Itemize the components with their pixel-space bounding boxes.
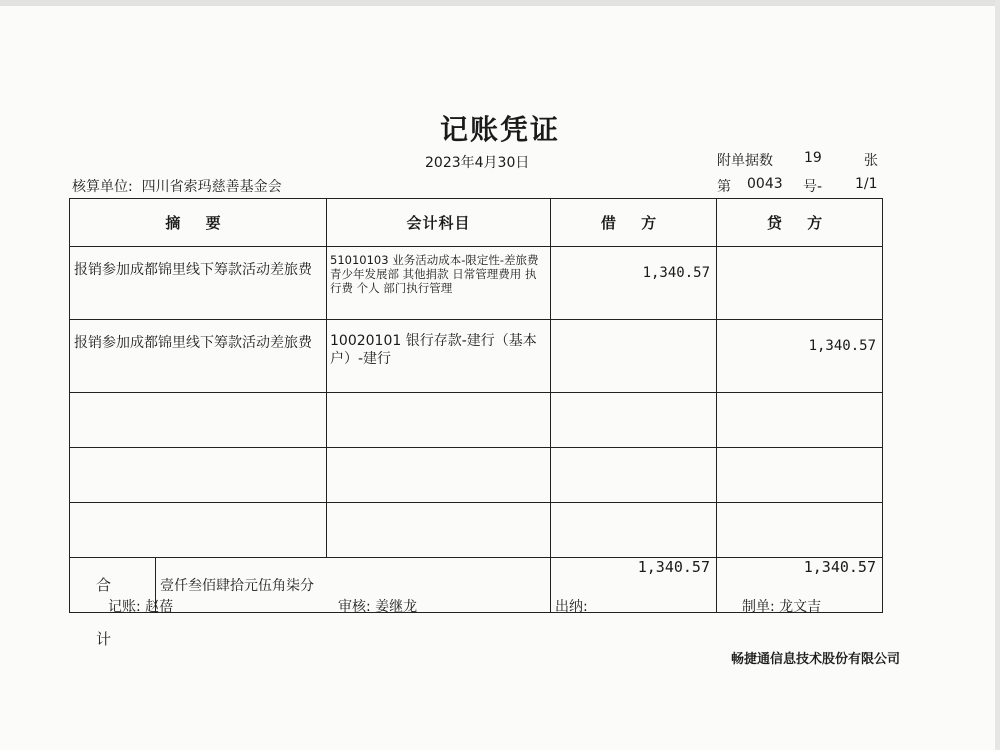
preparer-label: 制单: bbox=[742, 599, 775, 615]
software-company: 畅捷通信息技术股份有限公司 bbox=[731, 652, 901, 667]
scan-edge bbox=[0, 0, 1000, 6]
row-summary bbox=[70, 393, 327, 448]
unit-label: 核算单位: bbox=[72, 179, 133, 195]
total-label: 合 计 bbox=[70, 558, 156, 612]
attachments-unit: 张 bbox=[864, 153, 878, 169]
row-debit: 1,340.57 bbox=[551, 247, 717, 320]
total-debit: 1,340.57 bbox=[551, 558, 717, 613]
reviewer-label: 审核: bbox=[338, 599, 371, 615]
header-debit: 借 方 bbox=[551, 199, 717, 247]
number-prefix: 第 bbox=[717, 179, 731, 195]
row-account bbox=[327, 503, 551, 558]
table-row bbox=[70, 247, 883, 320]
row-account: 10020101 银行存款-建行（基本户）-建行 bbox=[327, 320, 551, 393]
total-amount-words: 壹仟叁佰肆拾元伍角柒分 bbox=[160, 578, 314, 594]
cashier bbox=[555, 596, 592, 616]
table-row bbox=[70, 503, 883, 558]
header-credit: 贷 方 bbox=[717, 199, 883, 247]
row-account bbox=[327, 393, 551, 448]
table-header bbox=[70, 199, 883, 247]
row-credit bbox=[717, 503, 883, 558]
row-debit bbox=[551, 320, 717, 393]
page-number: 1/1 bbox=[855, 176, 878, 192]
reviewer bbox=[338, 596, 417, 616]
accounting-unit bbox=[72, 176, 282, 196]
header-account: 会计科目 bbox=[327, 199, 551, 247]
row-account: 51010103 业务活动成本-限定性-差旅费 青少年发展部 其他捐款 日常管理费用 执行费 个人 部门执行管理 bbox=[327, 247, 551, 320]
table-row bbox=[70, 393, 883, 448]
row-credit bbox=[717, 393, 883, 448]
preparer bbox=[742, 596, 821, 616]
row-summary bbox=[70, 448, 327, 503]
total-credit: 1,340.57 bbox=[717, 558, 883, 613]
attachments-label: 附单据数 bbox=[717, 153, 773, 169]
voucher-table bbox=[69, 198, 883, 648]
unit-name: 四川省索玛慈善基金会 bbox=[141, 179, 282, 195]
voucher-number bbox=[717, 176, 882, 196]
attachments-info bbox=[717, 150, 882, 170]
attachments-count: 19 bbox=[804, 150, 822, 166]
bookkeeper bbox=[108, 596, 173, 616]
table-row bbox=[70, 320, 883, 393]
reviewer-name: 姜继龙 bbox=[375, 599, 418, 615]
row-debit bbox=[551, 503, 717, 558]
row-debit bbox=[551, 448, 717, 503]
row-account bbox=[327, 448, 551, 503]
voucher-date: 2023年4月30日 bbox=[425, 155, 530, 171]
cashier-label: 出纳: bbox=[555, 599, 588, 615]
row-credit bbox=[717, 247, 883, 320]
row-debit bbox=[551, 393, 717, 448]
number-suffix: 号- bbox=[803, 179, 823, 195]
row-credit: 1,340.57 bbox=[717, 320, 883, 393]
bookkeeper-name: 赵蓓 bbox=[145, 599, 174, 615]
row-summary: 报销参加成都锦里线下筹款活动差旅费 bbox=[70, 247, 327, 320]
row-summary bbox=[70, 503, 327, 558]
number-value: 0043 bbox=[747, 176, 783, 192]
table-row bbox=[70, 448, 883, 503]
voucher-title: 记账凭证 bbox=[439, 113, 560, 146]
preparer-name: 龙文吉 bbox=[779, 599, 822, 615]
row-credit bbox=[717, 448, 883, 503]
header-summary: 摘 要 bbox=[70, 199, 327, 247]
bookkeeper-label: 记账: bbox=[108, 599, 141, 615]
row-summary: 报销参加成都锦里线下筹款活动差旅费 bbox=[70, 320, 327, 393]
